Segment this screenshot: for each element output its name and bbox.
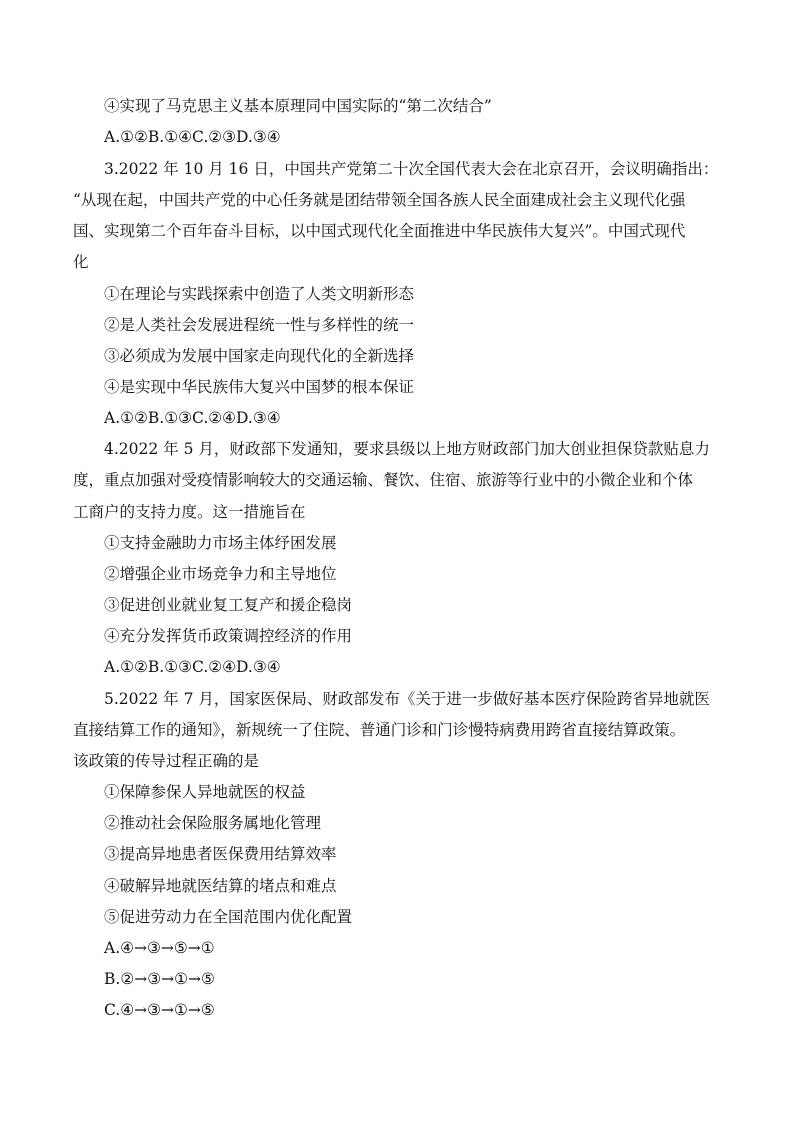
answer-choice-c: C.④→③→①→⑤ — [104, 1001, 215, 1019]
option-line: ①保障参保人异地就医的权益 — [104, 783, 306, 801]
option-line: ③促进创业就业复工复产和援企稳岗 — [104, 596, 353, 614]
option-line: ④充分发挥货币政策调控经济的作用 — [104, 627, 353, 645]
option-line: ④实现了马克思主义基本原理同中国实际的“第二次结合” — [104, 97, 492, 115]
answer-choice-a: A.④→③→⑤→① — [104, 939, 215, 957]
question-stem: 国、实现第二个百年奋斗目标，以中国式现代化全面推进中华民族伟大复兴”。中国式现代 — [73, 222, 686, 240]
question-stem: 3.2022 年 10 月 16 日，中国共产党第二十次全国代表大会在北京召开，会议明确指出： — [104, 160, 719, 178]
question-stem: 该政策的传导过程正确的是 — [73, 752, 260, 770]
question-stem: 工商户的支持力度。这一措施旨在 — [73, 503, 306, 521]
option-line: ④破解异地就医结算的堵点和难点 — [104, 877, 337, 895]
question-stem: 5.2022 年 7 月，国家医保局、财政部发布《关于进一步做好基本医疗保险跨省异地就医 — [104, 690, 710, 708]
option-line: ②是人类社会发展进程统一性与多样性的统一 — [104, 316, 415, 334]
question-stem: 4.2022 年 5 月，财政部下发通知，要求县级以上地方财政部门加大创业担保贷款贴息力 — [104, 440, 710, 458]
question-stem: 度，重点加强对受疫情影响较大的交通运输、餐饮、住宿、旅游等行业中的小微企业和个体 — [73, 471, 694, 489]
option-line: ②推动社会保险服务属地化管理 — [104, 814, 322, 832]
option-line: ③提高异地患者医保费用结算效率 — [104, 845, 337, 863]
option-line: ⑤促进劳动力在全国范围内优化配置 — [104, 908, 353, 926]
question-stem: 直接结算工作的通知》，新规统一了住院、普通门诊和门诊慢特病费用跨省直接结算政策。 — [73, 721, 686, 739]
option-line: ④是实现中华民族伟大复兴中国梦的根本保证 — [104, 378, 415, 396]
option-line: ①支持金融助力市场主体纾困发展 — [104, 534, 337, 552]
option-line: ②增强企业市场竞争力和主导地位 — [104, 565, 337, 583]
answer-choices: A.①②B.①④C.②③D.③④ — [104, 128, 281, 146]
option-line: ①在理论与实践探索中创造了人类文明新形态 — [104, 285, 415, 303]
option-line: ③必须成为发展中国家走向现代化的全新选择 — [104, 347, 415, 365]
answer-choices: A.①②B.①③C.②④D.③④ — [104, 658, 281, 676]
question-stem: “从现在起，中国共产党的中心任务就是团结带领全国各族人民全面建成社会主义现代化强 — [73, 191, 686, 209]
question-stem: 化 — [73, 253, 89, 271]
answer-choice-b: B.②→③→①→⑤ — [104, 970, 215, 988]
answer-choices: A.①②B.①③C.②④D.③④ — [104, 409, 281, 427]
